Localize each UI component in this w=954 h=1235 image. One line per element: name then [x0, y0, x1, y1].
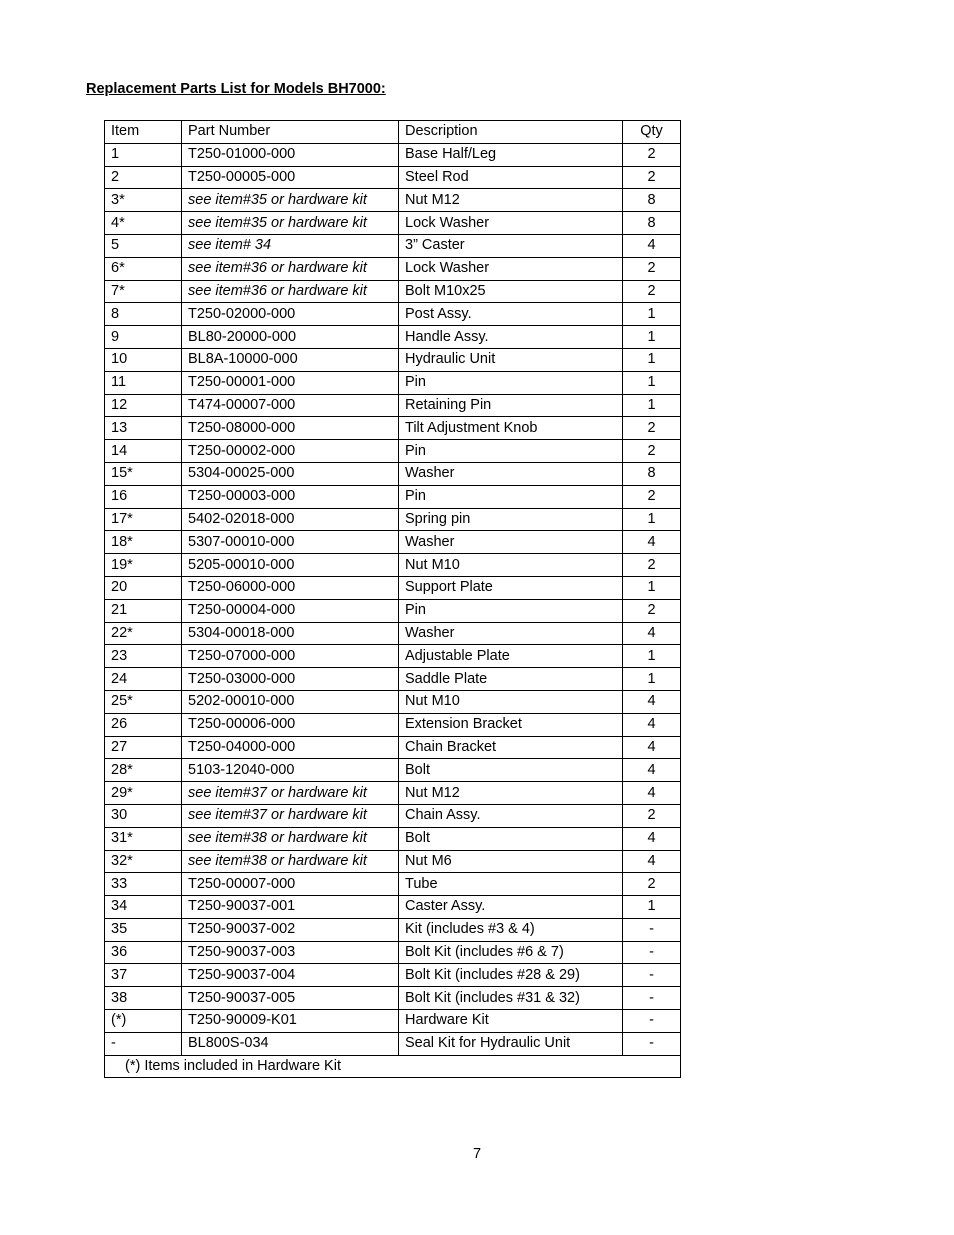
- cell-qty: 1: [623, 303, 681, 326]
- cell-qty: 2: [623, 440, 681, 463]
- cell-description: Pin: [399, 485, 623, 508]
- cell-item: 5: [105, 234, 182, 257]
- table-row: [105, 1032, 681, 1055]
- cell-qty: 1: [623, 896, 681, 919]
- cell-part-number: see item#37 or hardware kit: [182, 804, 399, 827]
- header-qty: Qty: [623, 121, 681, 144]
- table-row: [105, 713, 681, 736]
- cell-qty: -: [623, 941, 681, 964]
- cell-item: 1: [105, 143, 182, 166]
- table-row: [105, 189, 681, 212]
- table-row: [105, 645, 681, 668]
- cell-description: Lock Washer: [399, 212, 623, 235]
- cell-part-number: T250-00001-000: [182, 371, 399, 394]
- table-row: [105, 371, 681, 394]
- cell-part-number: T474-00007-000: [182, 394, 399, 417]
- cell-qty: 4: [623, 827, 681, 850]
- cell-qty: 2: [623, 280, 681, 303]
- cell-description: Steel Rod: [399, 166, 623, 189]
- cell-qty: 2: [623, 417, 681, 440]
- table-row: [105, 143, 681, 166]
- cell-part-number: T250-08000-000: [182, 417, 399, 440]
- cell-item: 32*: [105, 850, 182, 873]
- cell-part-number: T250-00006-000: [182, 713, 399, 736]
- cell-qty: 4: [623, 690, 681, 713]
- cell-part-number: see item# 34: [182, 234, 399, 257]
- cell-qty: 2: [623, 166, 681, 189]
- cell-qty: 2: [623, 873, 681, 896]
- cell-description: Bolt Kit (includes #31 & 32): [399, 987, 623, 1010]
- cell-part-number: T250-06000-000: [182, 576, 399, 599]
- cell-part-number: 5307-00010-000: [182, 531, 399, 554]
- cell-item: 30: [105, 804, 182, 827]
- cell-part-number: BL8A-10000-000: [182, 348, 399, 371]
- cell-qty: 8: [623, 462, 681, 485]
- header-description: Description: [399, 121, 623, 144]
- table-row: [105, 759, 681, 782]
- table-row: [105, 599, 681, 622]
- footnote: (*) Items included in Hardware Kit: [105, 1055, 681, 1078]
- cell-description: Hardware Kit: [399, 1010, 623, 1033]
- cell-description: Tilt Adjustment Knob: [399, 417, 623, 440]
- cell-description: Bolt: [399, 759, 623, 782]
- cell-part-number: T250-01000-000: [182, 143, 399, 166]
- table-row: [105, 690, 681, 713]
- cell-description: Saddle Plate: [399, 668, 623, 691]
- cell-part-number: T250-90037-002: [182, 918, 399, 941]
- cell-description: Spring pin: [399, 508, 623, 531]
- cell-item: 25*: [105, 690, 182, 713]
- cell-description: Nut M6: [399, 850, 623, 873]
- cell-item: 23: [105, 645, 182, 668]
- cell-item: 11: [105, 371, 182, 394]
- cell-item: 35: [105, 918, 182, 941]
- table-row: [105, 417, 681, 440]
- cell-description: Kit (includes #3 & 4): [399, 918, 623, 941]
- cell-part-number: see item#38 or hardware kit: [182, 827, 399, 850]
- cell-item: -: [105, 1032, 182, 1055]
- cell-description: Washer: [399, 462, 623, 485]
- cell-part-number: T250-00002-000: [182, 440, 399, 463]
- cell-qty: 4: [623, 234, 681, 257]
- cell-item: 2: [105, 166, 182, 189]
- table-row: [105, 554, 681, 577]
- cell-part-number: T250-90037-005: [182, 987, 399, 1010]
- cell-description: Tube: [399, 873, 623, 896]
- table-row: [105, 508, 681, 531]
- cell-description: Extension Bracket: [399, 713, 623, 736]
- cell-part-number: T250-00004-000: [182, 599, 399, 622]
- cell-description: Base Half/Leg: [399, 143, 623, 166]
- cell-item: 7*: [105, 280, 182, 303]
- cell-description: Bolt: [399, 827, 623, 850]
- parts-table-body: [105, 143, 681, 1055]
- header-item: Item: [105, 121, 182, 144]
- table-row: [105, 485, 681, 508]
- table-row: [105, 896, 681, 919]
- table-row: [105, 257, 681, 280]
- cell-qty: 1: [623, 326, 681, 349]
- cell-item: 29*: [105, 782, 182, 805]
- cell-item: 27: [105, 736, 182, 759]
- cell-part-number: T250-07000-000: [182, 645, 399, 668]
- cell-item: 16: [105, 485, 182, 508]
- cell-description: Nut M12: [399, 782, 623, 805]
- cell-qty: 4: [623, 531, 681, 554]
- cell-part-number: T250-02000-000: [182, 303, 399, 326]
- table-row: [105, 622, 681, 645]
- cell-part-number: T250-90009-K01: [182, 1010, 399, 1033]
- cell-item: 9: [105, 326, 182, 349]
- cell-part-number: T250-04000-000: [182, 736, 399, 759]
- cell-item: 33: [105, 873, 182, 896]
- cell-item: 14: [105, 440, 182, 463]
- cell-description: Pin: [399, 440, 623, 463]
- cell-qty: 1: [623, 645, 681, 668]
- cell-part-number: T250-00003-000: [182, 485, 399, 508]
- cell-description: Retaining Pin: [399, 394, 623, 417]
- cell-description: Pin: [399, 371, 623, 394]
- table-row: [105, 234, 681, 257]
- table-row: [105, 941, 681, 964]
- cell-description: Nut M10: [399, 554, 623, 577]
- cell-qty: 1: [623, 348, 681, 371]
- cell-part-number: 5304-00018-000: [182, 622, 399, 645]
- cell-description: Adjustable Plate: [399, 645, 623, 668]
- cell-qty: 2: [623, 143, 681, 166]
- cell-qty: 1: [623, 576, 681, 599]
- cell-item: 15*: [105, 462, 182, 485]
- cell-qty: 2: [623, 804, 681, 827]
- cell-description: Lock Washer: [399, 257, 623, 280]
- cell-qty: -: [623, 987, 681, 1010]
- cell-qty: 4: [623, 782, 681, 805]
- table-row: [105, 804, 681, 827]
- cell-qty: 8: [623, 189, 681, 212]
- cell-qty: 2: [623, 554, 681, 577]
- cell-qty: 1: [623, 371, 681, 394]
- cell-item: 8: [105, 303, 182, 326]
- cell-part-number: 5103-12040-000: [182, 759, 399, 782]
- cell-description: 3” Caster: [399, 234, 623, 257]
- table-row: [105, 280, 681, 303]
- cell-qty: 8: [623, 212, 681, 235]
- cell-part-number: T250-00005-000: [182, 166, 399, 189]
- cell-part-number: BL800S-034: [182, 1032, 399, 1055]
- parts-table: [104, 120, 681, 1078]
- cell-qty: 2: [623, 599, 681, 622]
- cell-item: 22*: [105, 622, 182, 645]
- table-row: [105, 212, 681, 235]
- cell-item: 38: [105, 987, 182, 1010]
- cell-description: Post Assy.: [399, 303, 623, 326]
- table-row: [105, 394, 681, 417]
- cell-part-number: 5402-02018-000: [182, 508, 399, 531]
- cell-item: 6*: [105, 257, 182, 280]
- cell-description: Bolt Kit (includes #6 & 7): [399, 941, 623, 964]
- header-part-number: Part Number: [182, 121, 399, 144]
- table-row: [105, 964, 681, 987]
- cell-description: Hydraulic Unit: [399, 348, 623, 371]
- cell-item: 12: [105, 394, 182, 417]
- table-row: [105, 918, 681, 941]
- cell-item: 31*: [105, 827, 182, 850]
- table-row: [105, 576, 681, 599]
- table-row: [105, 462, 681, 485]
- table-row: [105, 326, 681, 349]
- cell-part-number: T250-90037-001: [182, 896, 399, 919]
- table-header-row: [105, 121, 681, 144]
- cell-description: Handle Assy.: [399, 326, 623, 349]
- cell-part-number: see item#38 or hardware kit: [182, 850, 399, 873]
- cell-part-number: 5205-00010-000: [182, 554, 399, 577]
- cell-item: (*): [105, 1010, 182, 1033]
- cell-part-number: T250-03000-000: [182, 668, 399, 691]
- cell-description: Washer: [399, 622, 623, 645]
- cell-item: 20: [105, 576, 182, 599]
- cell-qty: 1: [623, 394, 681, 417]
- table-row: [105, 873, 681, 896]
- cell-part-number: BL80-20000-000: [182, 326, 399, 349]
- table-row: [105, 531, 681, 554]
- cell-qty: 2: [623, 485, 681, 508]
- cell-item: 37: [105, 964, 182, 987]
- cell-description: Nut M10: [399, 690, 623, 713]
- cell-item: 28*: [105, 759, 182, 782]
- table-row: [105, 987, 681, 1010]
- cell-qty: 2: [623, 257, 681, 280]
- cell-qty: -: [623, 918, 681, 941]
- cell-qty: 4: [623, 622, 681, 645]
- cell-item: 3*: [105, 189, 182, 212]
- cell-qty: -: [623, 964, 681, 987]
- cell-description: Nut M12: [399, 189, 623, 212]
- cell-item: 24: [105, 668, 182, 691]
- cell-qty: -: [623, 1010, 681, 1033]
- cell-part-number: 5202-00010-000: [182, 690, 399, 713]
- cell-qty: 4: [623, 759, 681, 782]
- cell-description: Caster Assy.: [399, 896, 623, 919]
- cell-qty: 1: [623, 668, 681, 691]
- cell-part-number: see item#37 or hardware kit: [182, 782, 399, 805]
- page-number: 7: [472, 1146, 482, 1162]
- cell-description: Pin: [399, 599, 623, 622]
- cell-qty: 4: [623, 850, 681, 873]
- cell-item: 10: [105, 348, 182, 371]
- cell-item: 4*: [105, 212, 182, 235]
- footnote-row: [105, 1055, 681, 1078]
- cell-part-number: see item#35 or hardware kit: [182, 189, 399, 212]
- cell-description: Chain Assy.: [399, 804, 623, 827]
- table-row: [105, 827, 681, 850]
- cell-qty: -: [623, 1032, 681, 1055]
- cell-description: Bolt M10x25: [399, 280, 623, 303]
- table-row: [105, 348, 681, 371]
- cell-part-number: see item#36 or hardware kit: [182, 280, 399, 303]
- table-row: [105, 782, 681, 805]
- cell-part-number: T250-00007-000: [182, 873, 399, 896]
- cell-part-number: see item#35 or hardware kit: [182, 212, 399, 235]
- cell-item: 18*: [105, 531, 182, 554]
- cell-part-number: T250-90037-004: [182, 964, 399, 987]
- table-row: [105, 166, 681, 189]
- table-row: [105, 850, 681, 873]
- cell-item: 19*: [105, 554, 182, 577]
- cell-description: Bolt Kit (includes #28 & 29): [399, 964, 623, 987]
- cell-part-number: see item#36 or hardware kit: [182, 257, 399, 280]
- cell-item: 21: [105, 599, 182, 622]
- cell-part-number: T250-90037-003: [182, 941, 399, 964]
- cell-item: 36: [105, 941, 182, 964]
- table-row: [105, 668, 681, 691]
- table-row: [105, 736, 681, 759]
- page-title: Replacement Parts List for Models BH7000:: [86, 81, 386, 97]
- cell-qty: 1: [623, 508, 681, 531]
- cell-description: Seal Kit for Hydraulic Unit: [399, 1032, 623, 1055]
- cell-item: 13: [105, 417, 182, 440]
- cell-item: 34: [105, 896, 182, 919]
- cell-qty: 4: [623, 736, 681, 759]
- cell-description: Washer: [399, 531, 623, 554]
- cell-part-number: 5304-00025-000: [182, 462, 399, 485]
- cell-description: Chain Bracket: [399, 736, 623, 759]
- cell-item: 17*: [105, 508, 182, 531]
- table-row: [105, 440, 681, 463]
- table-row: [105, 1010, 681, 1033]
- cell-item: 26: [105, 713, 182, 736]
- cell-description: Support Plate: [399, 576, 623, 599]
- cell-qty: 4: [623, 713, 681, 736]
- table-row: [105, 303, 681, 326]
